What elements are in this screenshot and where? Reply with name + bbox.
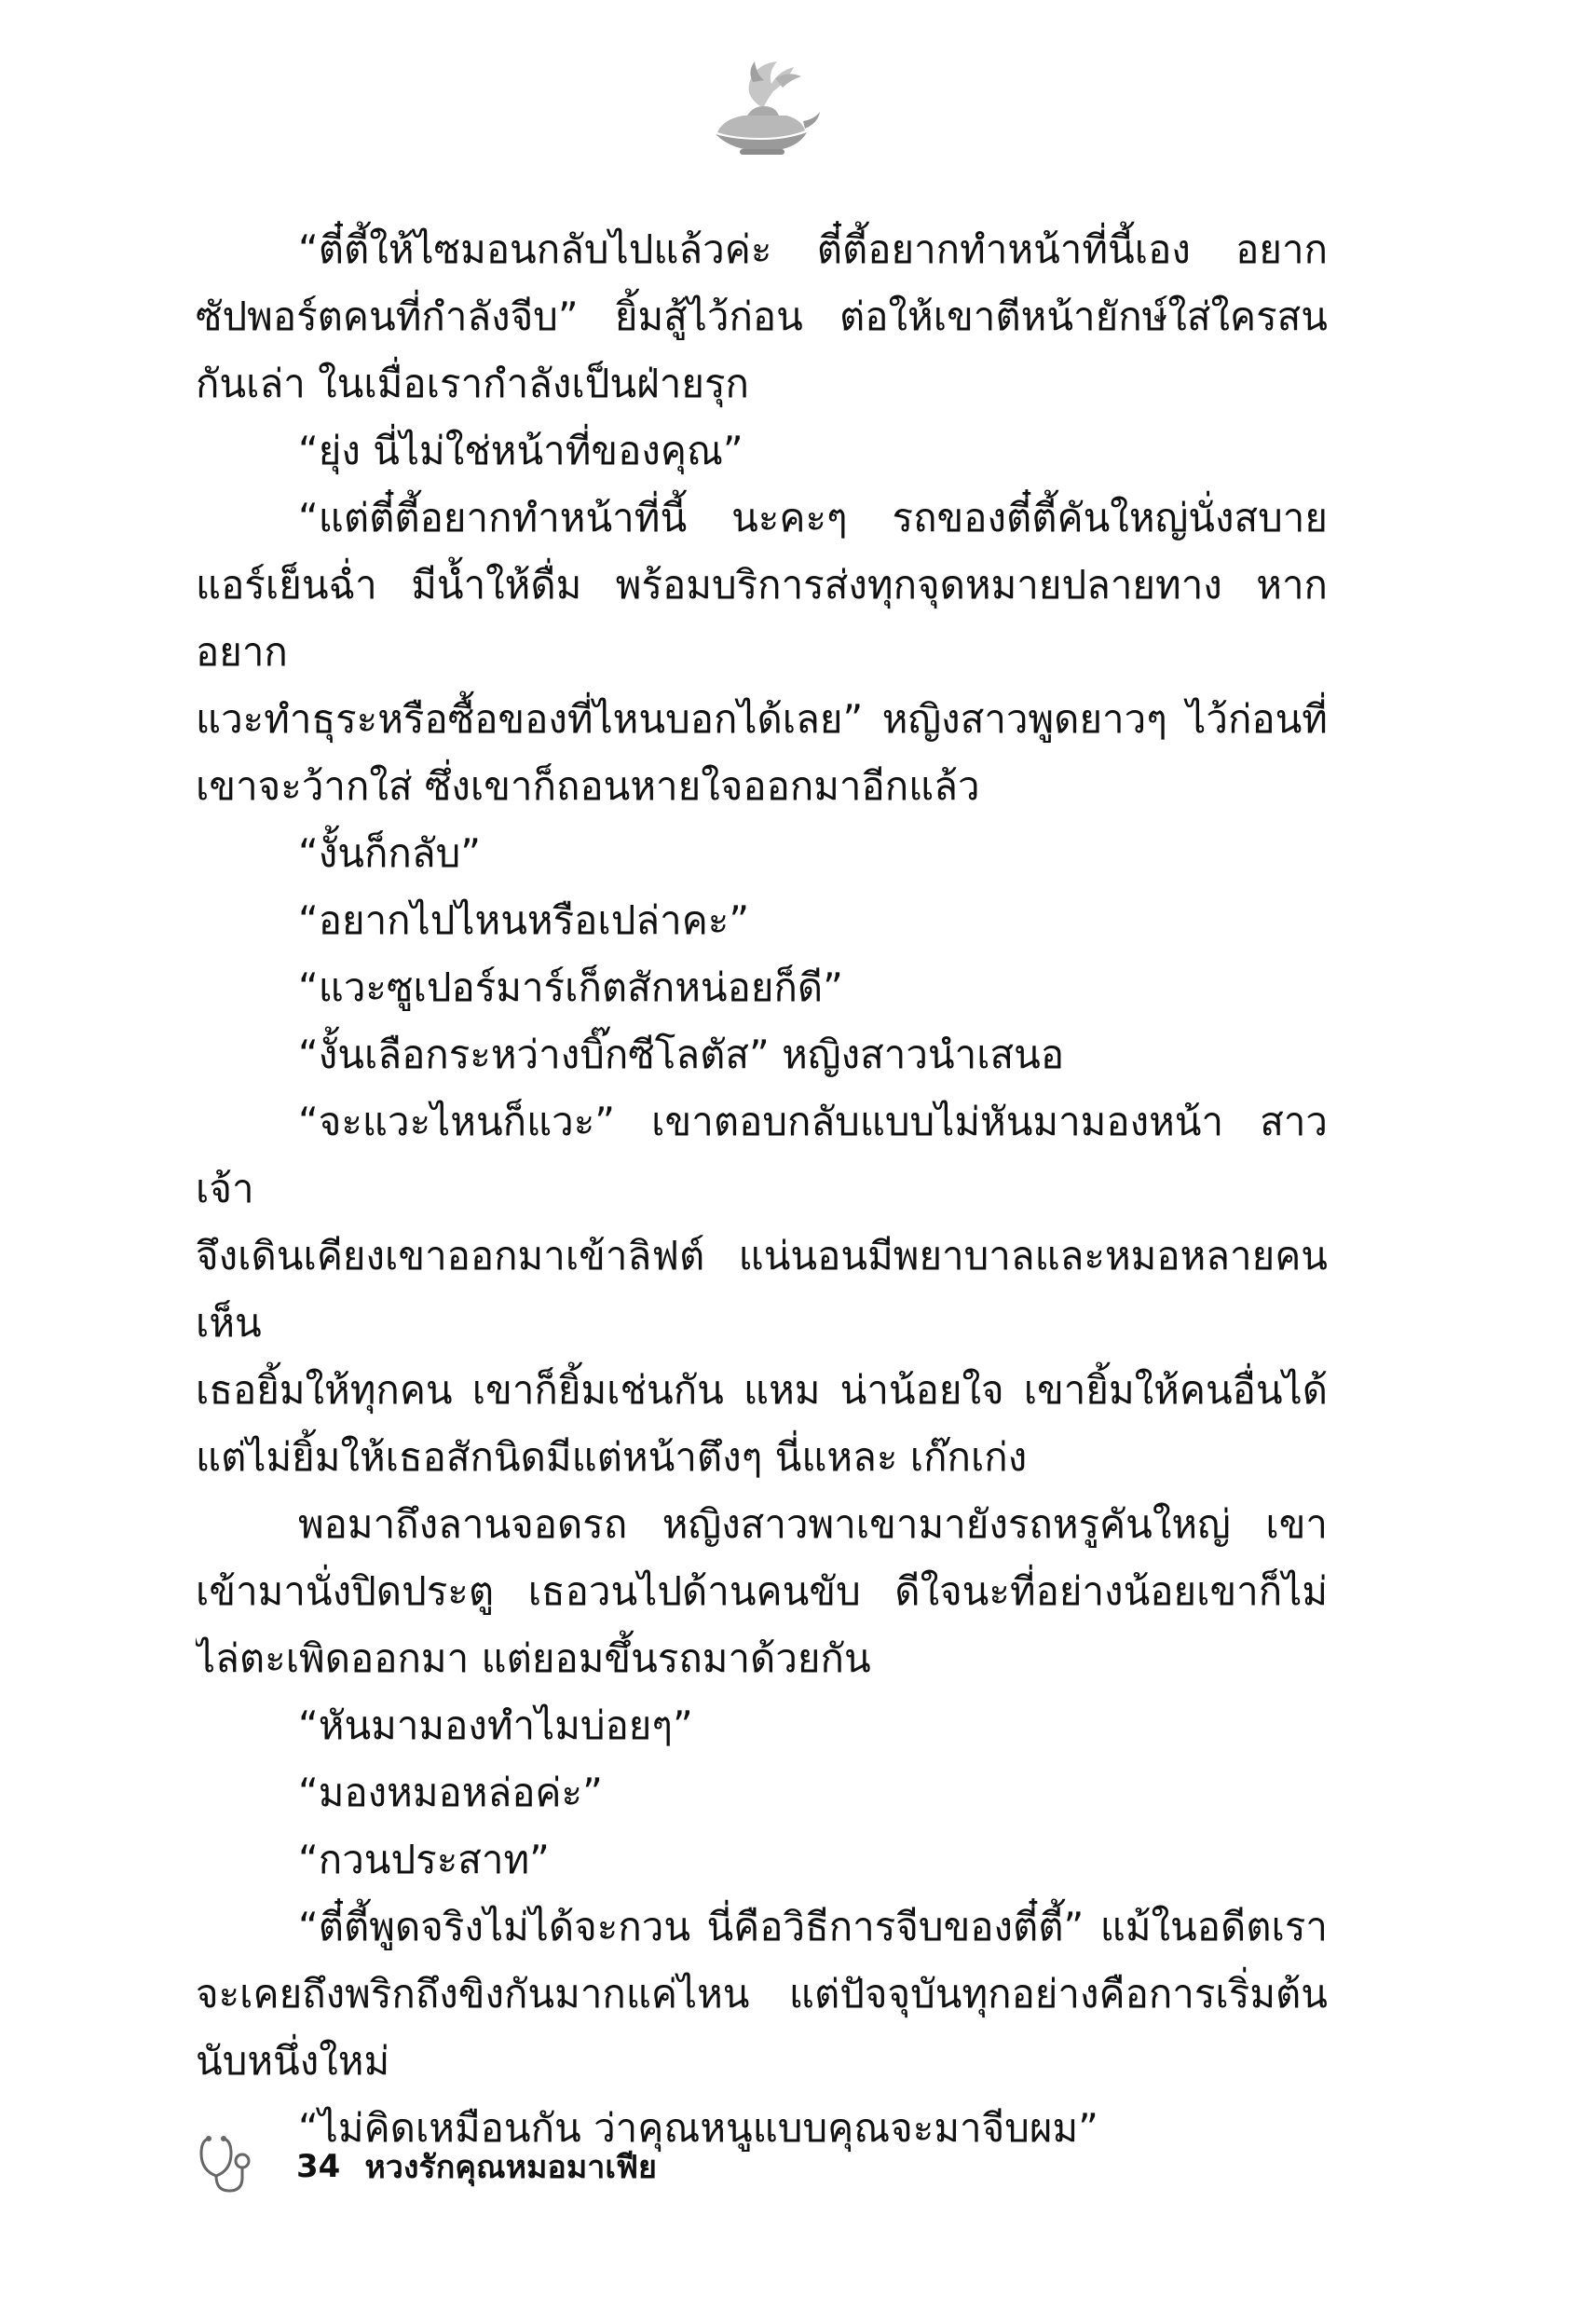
paragraph-line: แวะทำธุระหรือซื้อของที่ไหนบอกได้เลย” หญิงสาวพูดยาวๆ ไว้ก่อนที่ — [196, 696, 1328, 742]
stethoscope-icon — [196, 2133, 252, 2200]
genie-lamp-icon — [697, 54, 824, 162]
paragraph-line: ไล่ตะเพิดออกมา แต่ยอมขึ้นรถมาด้วยกัน — [196, 1635, 871, 1681]
dialogue-line: “อยากไปไหนหรือเปล่าคะ” — [298, 897, 750, 943]
paragraph-line: “จะแวะไหนก็แวะ” เขาตอบกลับแบบไม่หันมามองหน้า สาวเจ้า — [196, 1099, 1328, 1211]
body-text — [196, 216, 1328, 2162]
paragraph-line: กันเล่า ในเมื่อเรากำลังเป็นฝ่ายรุก — [196, 361, 749, 406]
paragraph-line: จะเคยถึงพริกถึงขิงกันมากแค่ไหน แต่ปัจจุบันทุกอย่างคือการเริ่มต้น — [196, 1971, 1328, 2017]
page-number: 34 — [296, 2148, 341, 2185]
paragraph-line: แต่ไม่ยิ้มให้เธอสักนิดมีแต่หน้าตึงๆ นี่แหละ เก๊กเก่ง — [196, 1434, 1028, 1480]
dialogue-line: “แวะซูเปอร์มาร์เก็ตสักหน่อยก็ดี” — [298, 964, 843, 1010]
dialogue-line: “งั้นเลือกระหว่างบิ๊กซีโลตัส” หญิงสาวนำเสนอ — [298, 1032, 1065, 1077]
book-title: หวงรักคุณหมอมาเฟีย — [364, 2149, 657, 2186]
dialogue-line: “ไม่คิดเหมือนกัน ว่าคุณหนูแบบคุณจะมาจีบผม” — [298, 2105, 1098, 2151]
dialogue-line: “ยุ่ง นี่ไม่ใช่หน้าที่ของคุณ” — [298, 428, 743, 473]
paragraph-line: “ตี๋ตี้พูดจริงไม่ได้จะกวน นี่คือวิธีการจีบของตี๋ตี้” แม้ในอดีตเรา — [298, 1904, 1328, 1949]
paragraph-line: เขาจะว้ากใส่ ซึ่งเขาก็ถอนหายใจออกมาอีกแล้ว — [196, 763, 980, 809]
paragraph-line: นับหนึ่งใหม่ — [196, 2038, 390, 2084]
dialogue-line: “หันมามองทำไมบ่อยๆ” — [298, 1702, 693, 1748]
paragraph-line: “ตี๋ตี้ให้ไซมอนกลับไปแล้วค่ะ ตี๋ตี้อยากทำหน้าที่นี้เอง อยาก — [298, 226, 1328, 272]
paragraph-line: เธอยิ้มให้ทุกคน เขาก็ยิ้มเช่นกัน แหม น่าน้อยใจ เขายิ้มให้คนอื่นได้ — [196, 1367, 1328, 1413]
paragraph-line: เข้ามานั่งปิดประตู เธอวนไปด้านคนขับ ดีใจนะที่อย่างน้อยเขาก็ไม่ — [196, 1568, 1328, 1614]
dialogue-line: “กวนประสาท” — [298, 1837, 550, 1882]
page-footer — [196, 2134, 657, 2199]
dialogue-line: “มองหมอหล่อค่ะ” — [298, 1770, 603, 1815]
paragraph-line: “แต่ตี๋ตี้อยากทำหน้าที่นี้ นะคะๆ รถของตี๋ตี้คันใหญ่นั่งสบาย — [298, 495, 1328, 540]
paragraph-line: จึงเดินเคียงเขาออกมาเข้าลิฟต์ แน่นอนมีพยาบาลและหมอหลายคนเห็น — [196, 1233, 1328, 1346]
paragraph-line: ซัปพอร์ตคนที่กำลังจีบ” ยิ้มสู้ไว้ก่อน ต่อให้เขาตีหน้ายักษ์ใส่ใครสน — [196, 294, 1328, 339]
paragraph-line: แอร์เย็นฉ่ำ มีน้ำให้ดื่ม พร้อมบริการส่งทุกจุดหมายปลายทาง หากอยาก — [196, 562, 1328, 675]
dialogue-line: “งั้นก็กลับ” — [298, 830, 481, 876]
paragraph-line: พอมาถึงลานจอดรถ หญิงสาวพาเขามายังรถหรูคันใหญ่ เขา — [298, 1501, 1328, 1547]
